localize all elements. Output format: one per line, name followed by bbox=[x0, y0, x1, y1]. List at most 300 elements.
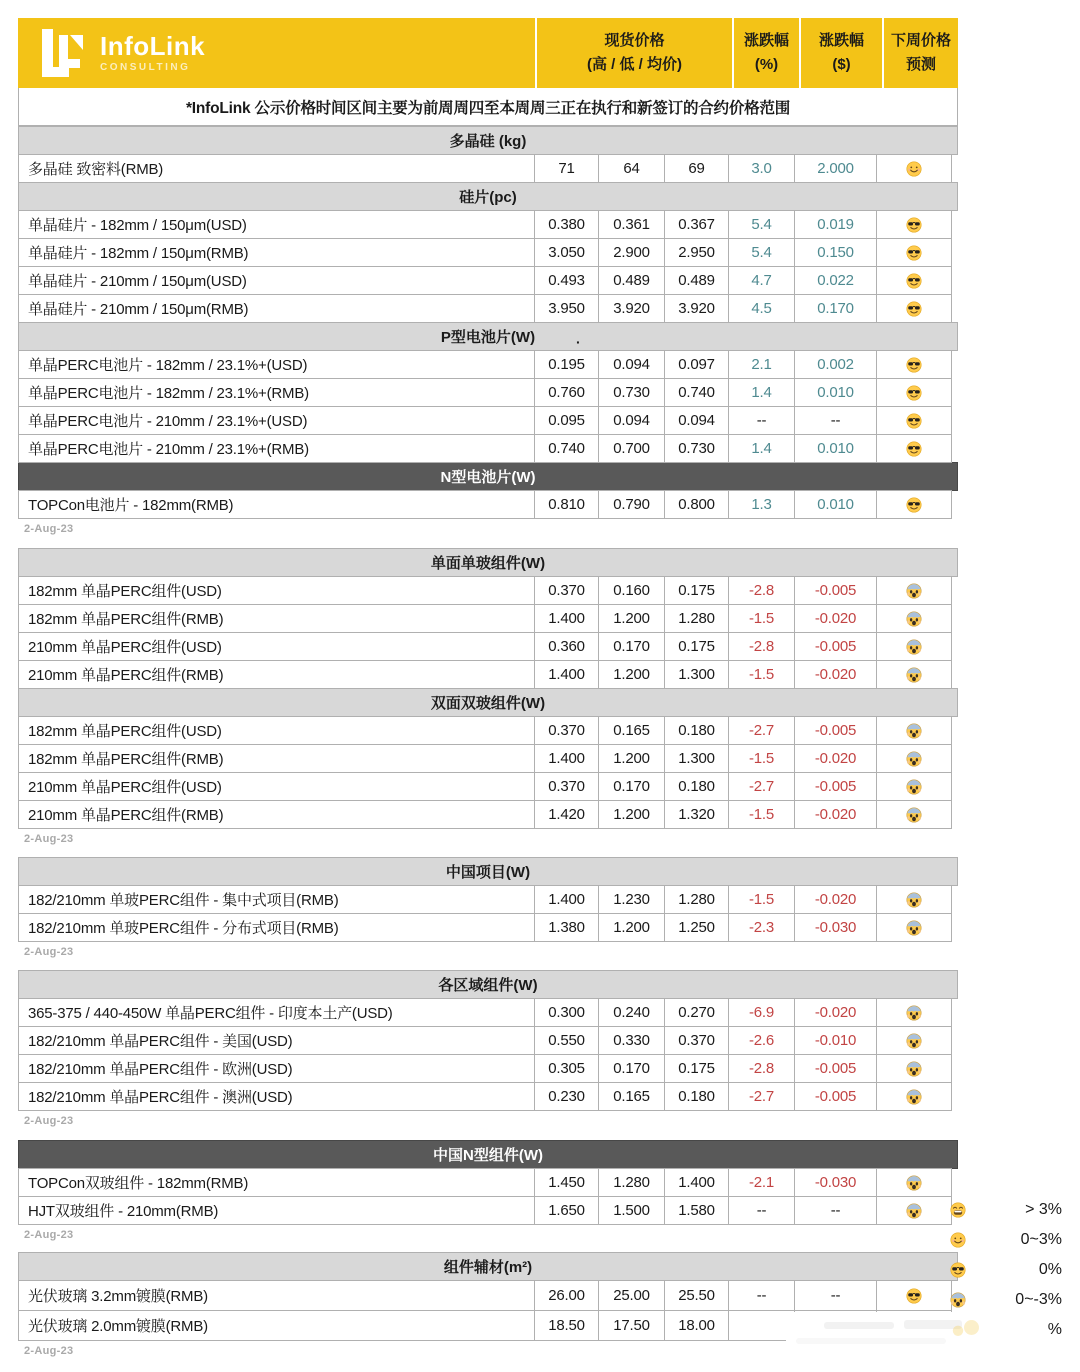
avg-value-cell: 3.920 bbox=[664, 294, 729, 323]
table-header bbox=[18, 18, 958, 88]
legend-item bbox=[950, 1316, 1062, 1343]
avg-value-cell: 0.180 bbox=[664, 1082, 729, 1111]
section-header: 单面单玻组件(W) bbox=[18, 548, 958, 577]
table-row bbox=[18, 1196, 958, 1225]
high-value-cell: 0.095 bbox=[534, 406, 599, 435]
high-value-cell: 0.195 bbox=[534, 350, 599, 379]
forecast-cell bbox=[876, 1082, 952, 1111]
forecast-label-line2: 预测 bbox=[905, 56, 936, 73]
low-value-cell: 0.361 bbox=[598, 210, 665, 239]
usd-value-cell: 0.002 bbox=[794, 350, 877, 379]
low-value-cell: 2.900 bbox=[598, 238, 665, 267]
scream-emoji-icon bbox=[906, 583, 922, 599]
usd-value-cell: -0.030 bbox=[794, 1168, 877, 1197]
low-value-cell: 0.165 bbox=[598, 716, 665, 745]
avg-value-cell: 18.00 bbox=[664, 1310, 729, 1341]
forecast-cell bbox=[876, 1280, 952, 1311]
forecast-cell bbox=[876, 998, 952, 1027]
high-value-cell: 1.400 bbox=[534, 660, 599, 689]
scream-emoji-icon bbox=[906, 639, 922, 655]
scream-emoji-icon bbox=[906, 1033, 922, 1049]
forecast-legend bbox=[950, 1196, 1062, 1346]
legend-label: 0~3% bbox=[1020, 1230, 1062, 1248]
table-row bbox=[18, 490, 958, 519]
pct-value-cell: 5.4 bbox=[728, 210, 795, 239]
high-value-cell: 1.380 bbox=[534, 913, 599, 942]
usd-value-cell: -0.010 bbox=[794, 1026, 877, 1055]
product-name-cell: 多晶硅 致密料(RMB) bbox=[18, 154, 535, 183]
low-value-cell: 0.094 bbox=[598, 406, 665, 435]
section-header: 硅片(pc) bbox=[18, 182, 958, 211]
avg-value-cell: 1.280 bbox=[664, 885, 729, 914]
high-value-cell: 1.400 bbox=[534, 744, 599, 773]
sunglasses-emoji-icon bbox=[906, 497, 922, 513]
section-header: 中国项目(W) bbox=[18, 857, 958, 886]
usd-value-cell: -- bbox=[794, 1280, 877, 1311]
usd-value-cell: -0.020 bbox=[794, 885, 877, 914]
usd-value-cell: -0.020 bbox=[794, 744, 877, 773]
section-header: 中国N型组件(W) bbox=[18, 1140, 958, 1169]
pct-value-cell: -2.6 bbox=[728, 1026, 795, 1055]
pct-value-cell: -2.3 bbox=[728, 913, 795, 942]
high-value-cell: 0.493 bbox=[534, 266, 599, 295]
legend-label: > 3% bbox=[1025, 1200, 1062, 1218]
forecast-cell bbox=[876, 294, 952, 323]
pct-value-cell: -1.5 bbox=[728, 604, 795, 633]
pct-value-cell: -1.5 bbox=[728, 885, 795, 914]
stray-dot-mark: · bbox=[576, 334, 581, 350]
column-header-forecast bbox=[882, 18, 958, 88]
product-name-cell: 单晶PERC电池片 - 210mm / 23.1%+(USD) bbox=[18, 406, 535, 435]
scream-emoji-icon bbox=[906, 779, 922, 795]
usd-value-cell: -0.005 bbox=[794, 716, 877, 745]
pct-value-cell: -2.7 bbox=[728, 716, 795, 745]
high-value-cell: 1.400 bbox=[534, 885, 599, 914]
product-name-cell: HJT双玻组件 - 210mm(RMB) bbox=[18, 1196, 535, 1225]
high-value-cell: 0.370 bbox=[534, 772, 599, 801]
price-block bbox=[18, 126, 958, 535]
forecast-cell bbox=[876, 210, 952, 239]
forecast-cell bbox=[876, 1026, 952, 1055]
table-row bbox=[18, 576, 958, 605]
low-value-cell: 1.200 bbox=[598, 800, 665, 829]
logo-cell bbox=[18, 18, 535, 88]
product-name-cell: 单晶PERC电池片 - 210mm / 23.1%+(RMB) bbox=[18, 434, 535, 463]
forecast-cell bbox=[876, 378, 952, 407]
low-value-cell: 0.790 bbox=[598, 490, 665, 519]
scream-emoji-icon bbox=[906, 920, 922, 936]
section-header: P型电池片(W) bbox=[18, 322, 958, 351]
pct-value-cell: -1.5 bbox=[728, 800, 795, 829]
scream-emoji-icon bbox=[906, 1005, 922, 1021]
sunglasses-emoji-icon bbox=[906, 413, 922, 429]
pct-value-cell: -2.8 bbox=[728, 632, 795, 661]
forecast-cell bbox=[876, 604, 952, 633]
high-value-cell: 0.740 bbox=[534, 434, 599, 463]
smudge-mark bbox=[824, 1322, 894, 1329]
avg-value-cell: 1.400 bbox=[664, 1168, 729, 1197]
usd-value-cell: -0.020 bbox=[794, 660, 877, 689]
sunglasses-emoji-icon bbox=[906, 301, 922, 317]
avg-value-cell: 1.300 bbox=[664, 744, 729, 773]
high-value-cell: 3.050 bbox=[534, 238, 599, 267]
avg-value-cell: 1.300 bbox=[664, 660, 729, 689]
avg-value-cell: 0.175 bbox=[664, 576, 729, 605]
scream-emoji-icon bbox=[906, 751, 922, 767]
avg-value-cell: 0.740 bbox=[664, 378, 729, 407]
avg-value-cell: 0.489 bbox=[664, 266, 729, 295]
product-name-cell: TOPCon双玻组件 - 182mm(RMB) bbox=[18, 1168, 535, 1197]
usd-value-cell: -- bbox=[794, 1196, 877, 1225]
usd-value-cell: 2.000 bbox=[794, 154, 877, 183]
low-value-cell: 1.200 bbox=[598, 604, 665, 633]
low-value-cell: 25.00 bbox=[598, 1280, 665, 1311]
product-name-cell: 210mm 单晶PERC组件(USD) bbox=[18, 772, 535, 801]
high-value-cell: 71 bbox=[534, 154, 599, 183]
sunglasses-emoji-icon bbox=[906, 273, 922, 289]
forecast-cell bbox=[876, 154, 952, 183]
date-label: 2-Aug-23 bbox=[24, 1115, 74, 1127]
low-value-cell: 0.094 bbox=[598, 350, 665, 379]
high-value-cell: 0.370 bbox=[534, 716, 599, 745]
product-name-cell: 210mm 单晶PERC组件(RMB) bbox=[18, 660, 535, 689]
low-value-cell: 3.920 bbox=[598, 294, 665, 323]
legend-label: 0~-3% bbox=[1015, 1290, 1062, 1308]
low-value-cell: 1.280 bbox=[598, 1168, 665, 1197]
pct-value-cell: 2.1 bbox=[728, 350, 795, 379]
pct-value-cell bbox=[728, 1310, 795, 1341]
section-header: 各区域组件(W) bbox=[18, 970, 958, 999]
forecast-cell bbox=[876, 1168, 952, 1197]
forecast-cell bbox=[876, 885, 952, 914]
legend-item bbox=[950, 1256, 1062, 1283]
table-row bbox=[18, 1054, 958, 1083]
pct-value-cell: -1.5 bbox=[728, 744, 795, 773]
usd-value-cell: -0.020 bbox=[794, 998, 877, 1027]
avg-value-cell: 0.180 bbox=[664, 772, 729, 801]
low-value-cell: 0.165 bbox=[598, 1082, 665, 1111]
usd-value-cell: 0.010 bbox=[794, 378, 877, 407]
product-name-cell: 182/210mm 单玻PERC组件 - 集中式项目(RMB) bbox=[18, 885, 535, 914]
table-row bbox=[18, 350, 958, 379]
smudge-mark bbox=[796, 1338, 946, 1344]
price-period-note: *InfoLink 公示价格时间区间主要为前周周四至本周周三正在执行和新签订的合约价格范围 bbox=[18, 88, 958, 126]
column-header-spot-price bbox=[535, 18, 732, 88]
forecast-cell bbox=[876, 434, 952, 463]
brand-name: InfoLink bbox=[100, 31, 206, 61]
avg-value-cell: 0.367 bbox=[664, 210, 729, 239]
product-name-cell: 光伏玻璃 3.2mm镀膜(RMB) bbox=[18, 1280, 535, 1311]
forecast-cell bbox=[876, 350, 952, 379]
avg-value-cell: 1.280 bbox=[664, 604, 729, 633]
scream-emoji-icon bbox=[906, 723, 922, 739]
product-name-cell: 210mm 单晶PERC组件(RMB) bbox=[18, 800, 535, 829]
table-row bbox=[18, 660, 958, 689]
section-header: 多晶硅 (kg) bbox=[18, 126, 958, 155]
low-value-cell: 1.500 bbox=[598, 1196, 665, 1225]
column-header-change-pct bbox=[732, 18, 799, 88]
forecast-cell bbox=[876, 913, 952, 942]
scream-emoji-icon bbox=[950, 1292, 972, 1308]
table-row bbox=[18, 1280, 958, 1311]
brand-subtitle: CONSULTING bbox=[100, 62, 191, 73]
pct-value-cell: -1.5 bbox=[728, 660, 795, 689]
high-value-cell: 1.400 bbox=[534, 604, 599, 633]
product-name-cell: 182mm 单晶PERC组件(USD) bbox=[18, 576, 535, 605]
avg-value-cell: 1.250 bbox=[664, 913, 729, 942]
low-value-cell: 0.730 bbox=[598, 378, 665, 407]
pct-value-cell: 1.4 bbox=[728, 434, 795, 463]
low-value-cell: 1.200 bbox=[598, 744, 665, 773]
section-header: 组件辅材(m²) bbox=[18, 1252, 958, 1281]
forecast-cell bbox=[876, 744, 952, 773]
avg-value-cell: 1.580 bbox=[664, 1196, 729, 1225]
product-name-cell: 单晶硅片 - 210mm / 150μm(RMB) bbox=[18, 294, 535, 323]
low-value-cell: 64 bbox=[598, 154, 665, 183]
avg-value-cell: 69 bbox=[664, 154, 729, 183]
table-row bbox=[18, 632, 958, 661]
low-value-cell: 1.200 bbox=[598, 913, 665, 942]
table-row bbox=[18, 885, 958, 914]
product-name-cell: 365-375 / 440-450W 单晶PERC组件 - 印度本土产(USD) bbox=[18, 998, 535, 1027]
pct-value-cell: -2.8 bbox=[728, 1054, 795, 1083]
low-value-cell: 0.170 bbox=[598, 772, 665, 801]
legend-item bbox=[950, 1196, 1062, 1223]
pct-value-cell: 3.0 bbox=[728, 154, 795, 183]
usd-value-cell: 0.150 bbox=[794, 238, 877, 267]
sunglasses-emoji-icon bbox=[906, 385, 922, 401]
avg-value-cell: 25.50 bbox=[664, 1280, 729, 1311]
product-name-cell: 210mm 单晶PERC组件(USD) bbox=[18, 632, 535, 661]
low-value-cell: 0.160 bbox=[598, 576, 665, 605]
usd-value-cell: -0.030 bbox=[794, 913, 877, 942]
avg-value-cell: 2.950 bbox=[664, 238, 729, 267]
usd-value-cell: -0.005 bbox=[794, 576, 877, 605]
product-name-cell: TOPCon电池片 - 182mm(RMB) bbox=[18, 490, 535, 519]
low-value-cell: 0.700 bbox=[598, 434, 665, 463]
spot-price-sublabel: (高 / 低 / 均价) bbox=[587, 56, 682, 73]
table-row bbox=[18, 406, 958, 435]
usd-value-cell: -0.005 bbox=[794, 772, 877, 801]
table-row bbox=[18, 434, 958, 463]
table-row bbox=[18, 772, 958, 801]
high-value-cell: 0.230 bbox=[534, 1082, 599, 1111]
sunglasses-emoji-icon bbox=[906, 441, 922, 457]
usd-value-cell: -0.020 bbox=[794, 800, 877, 829]
product-name-cell: 单晶PERC电池片 - 182mm / 23.1%+(RMB) bbox=[18, 378, 535, 407]
scream-emoji-icon bbox=[906, 1061, 922, 1077]
forecast-cell bbox=[876, 576, 952, 605]
product-name-cell: 182/210mm 单晶PERC组件 - 美国(USD) bbox=[18, 1026, 535, 1055]
product-name-cell: 光伏玻璃 2.0mm镀膜(RMB) bbox=[18, 1310, 535, 1341]
forecast-cell bbox=[876, 238, 952, 267]
forecast-cell bbox=[876, 266, 952, 295]
avg-value-cell: 0.094 bbox=[664, 406, 729, 435]
change-pct-label: 涨跌幅 bbox=[743, 32, 789, 49]
table-row bbox=[18, 998, 958, 1027]
forecast-cell bbox=[876, 1054, 952, 1083]
pct-value-cell: 4.5 bbox=[728, 294, 795, 323]
scream-emoji-icon bbox=[906, 667, 922, 683]
scream-emoji-icon bbox=[906, 1089, 922, 1105]
sunglasses-emoji-icon bbox=[950, 1262, 972, 1278]
table-row bbox=[18, 294, 958, 323]
usd-value-cell: -0.020 bbox=[794, 604, 877, 633]
table-row bbox=[18, 716, 958, 745]
price-block bbox=[18, 1140, 958, 1241]
table-row bbox=[18, 378, 958, 407]
avg-value-cell: 1.320 bbox=[664, 800, 729, 829]
date-label: 2-Aug-23 bbox=[24, 523, 74, 535]
date-label: 2-Aug-23 bbox=[24, 1345, 74, 1357]
high-value-cell: 26.00 bbox=[534, 1280, 599, 1311]
date-label: 2-Aug-23 bbox=[24, 1229, 74, 1241]
pct-value-cell: 1.3 bbox=[728, 490, 795, 519]
low-value-cell: 1.230 bbox=[598, 885, 665, 914]
product-name-cell: 182mm 单晶PERC组件(USD) bbox=[18, 716, 535, 745]
low-value-cell: 0.489 bbox=[598, 266, 665, 295]
low-value-cell: 17.50 bbox=[598, 1310, 665, 1341]
avg-value-cell: 0.175 bbox=[664, 1054, 729, 1083]
table-row bbox=[18, 1082, 958, 1111]
section-header: 双面双玻组件(W) bbox=[18, 688, 958, 717]
smile-emoji-icon bbox=[906, 161, 922, 177]
grin-emoji-icon bbox=[950, 1202, 972, 1218]
high-value-cell: 18.50 bbox=[534, 1310, 599, 1341]
table-row bbox=[18, 238, 958, 267]
forecast-cell bbox=[876, 716, 952, 745]
low-value-cell: 0.170 bbox=[598, 1054, 665, 1083]
pct-value-cell: 1.4 bbox=[728, 378, 795, 407]
product-name-cell: 182/210mm 单晶PERC组件 - 澳洲(USD) bbox=[18, 1082, 535, 1111]
table-row bbox=[18, 604, 958, 633]
change-pct-unit: (%) bbox=[754, 56, 779, 73]
low-value-cell: 1.200 bbox=[598, 660, 665, 689]
low-value-cell: 0.330 bbox=[598, 1026, 665, 1055]
infolink-logo-icon bbox=[42, 29, 88, 77]
usd-value-cell: 0.010 bbox=[794, 490, 877, 519]
usd-value-cell: -0.005 bbox=[794, 632, 877, 661]
forecast-cell bbox=[876, 406, 952, 435]
high-value-cell: 0.300 bbox=[534, 998, 599, 1027]
low-value-cell: 0.240 bbox=[598, 998, 665, 1027]
change-usd-unit: ($) bbox=[832, 56, 851, 73]
pct-value-cell: -- bbox=[728, 1280, 795, 1311]
high-value-cell: 0.370 bbox=[534, 576, 599, 605]
high-value-cell: 0.360 bbox=[534, 632, 599, 661]
scream-emoji-icon bbox=[906, 1203, 922, 1219]
usd-value-cell: 0.170 bbox=[794, 294, 877, 323]
avg-value-cell: 0.175 bbox=[664, 632, 729, 661]
high-value-cell: 1.650 bbox=[534, 1196, 599, 1225]
usd-value-cell: -- bbox=[794, 406, 877, 435]
product-name-cell: 单晶硅片 - 182mm / 150μm(RMB) bbox=[18, 238, 535, 267]
product-name-cell: 182/210mm 单玻PERC组件 - 分布式项目(RMB) bbox=[18, 913, 535, 942]
product-name-cell: 182mm 单晶PERC组件(RMB) bbox=[18, 604, 535, 633]
pct-value-cell: 5.4 bbox=[728, 238, 795, 267]
forecast-cell bbox=[876, 632, 952, 661]
scream-emoji-icon bbox=[906, 892, 922, 908]
scream-emoji-icon bbox=[906, 611, 922, 627]
usd-value-cell: 0.010 bbox=[794, 434, 877, 463]
usd-value-cell: 0.022 bbox=[794, 266, 877, 295]
low-value-cell: 0.170 bbox=[598, 632, 665, 661]
column-header-change-usd bbox=[799, 18, 882, 88]
avg-value-cell: 0.270 bbox=[664, 998, 729, 1027]
legend-label: % bbox=[1047, 1320, 1062, 1338]
sunglasses-emoji-icon bbox=[906, 217, 922, 233]
price-block bbox=[18, 548, 958, 845]
table-row bbox=[18, 744, 958, 773]
avg-value-cell: 0.370 bbox=[664, 1026, 729, 1055]
table-row bbox=[18, 154, 958, 183]
pct-value-cell: 4.7 bbox=[728, 266, 795, 295]
pct-value-cell: -- bbox=[728, 406, 795, 435]
forecast-cell bbox=[876, 660, 952, 689]
change-usd-label: 涨跌幅 bbox=[818, 32, 864, 49]
forecast-label-line1: 下周价格 bbox=[890, 32, 951, 49]
table-row bbox=[18, 1168, 958, 1197]
sunglasses-emoji-icon bbox=[906, 1288, 922, 1304]
avg-value-cell: 0.730 bbox=[664, 434, 729, 463]
usd-value-cell: -0.005 bbox=[794, 1054, 877, 1083]
price-block bbox=[18, 970, 958, 1127]
blob-emoji-icon bbox=[950, 1322, 972, 1338]
pct-value-cell: -2.7 bbox=[728, 1082, 795, 1111]
legend-label: 0% bbox=[1038, 1260, 1062, 1278]
avg-value-cell: 0.097 bbox=[664, 350, 729, 379]
avg-value-cell: 0.180 bbox=[664, 716, 729, 745]
table-row bbox=[18, 266, 958, 295]
high-value-cell: 1.420 bbox=[534, 800, 599, 829]
high-value-cell: 1.450 bbox=[534, 1168, 599, 1197]
forecast-cell bbox=[876, 800, 952, 829]
scream-emoji-icon bbox=[906, 807, 922, 823]
date-label: 2-Aug-23 bbox=[24, 833, 74, 845]
forecast-cell bbox=[876, 772, 952, 801]
pct-value-cell: -2.7 bbox=[728, 772, 795, 801]
table-row bbox=[18, 210, 958, 239]
product-name-cell: 单晶PERC电池片 - 182mm / 23.1%+(USD) bbox=[18, 350, 535, 379]
forecast-cell bbox=[876, 490, 952, 519]
pct-value-cell: -2.1 bbox=[728, 1168, 795, 1197]
date-label: 2-Aug-23 bbox=[24, 946, 74, 958]
table-row bbox=[18, 1026, 958, 1055]
high-value-cell: 3.950 bbox=[534, 294, 599, 323]
high-value-cell: 0.760 bbox=[534, 378, 599, 407]
sunglasses-emoji-icon bbox=[906, 357, 922, 373]
high-value-cell: 0.305 bbox=[534, 1054, 599, 1083]
legend-item bbox=[950, 1226, 1062, 1253]
usd-value-cell: 0.019 bbox=[794, 210, 877, 239]
high-value-cell: 0.380 bbox=[534, 210, 599, 239]
product-name-cell: 单晶硅片 - 182mm / 150μm(USD) bbox=[18, 210, 535, 239]
scream-emoji-icon bbox=[906, 1175, 922, 1191]
product-name-cell: 单晶硅片 - 210mm / 150μm(USD) bbox=[18, 266, 535, 295]
usd-value-cell: -0.005 bbox=[794, 1082, 877, 1111]
table-row bbox=[18, 800, 958, 829]
sunglasses-emoji-icon bbox=[906, 245, 922, 261]
pct-value-cell: -6.9 bbox=[728, 998, 795, 1027]
legend-item bbox=[950, 1286, 1062, 1313]
section-header: N型电池片(W) bbox=[18, 462, 958, 491]
product-name-cell: 182/210mm 单晶PERC组件 - 欧洲(USD) bbox=[18, 1054, 535, 1083]
spot-price-label: 现货价格 bbox=[604, 32, 665, 49]
smile-emoji-icon bbox=[950, 1232, 972, 1248]
logo-text bbox=[100, 33, 205, 73]
high-value-cell: 0.550 bbox=[534, 1026, 599, 1055]
price-block bbox=[18, 857, 958, 958]
